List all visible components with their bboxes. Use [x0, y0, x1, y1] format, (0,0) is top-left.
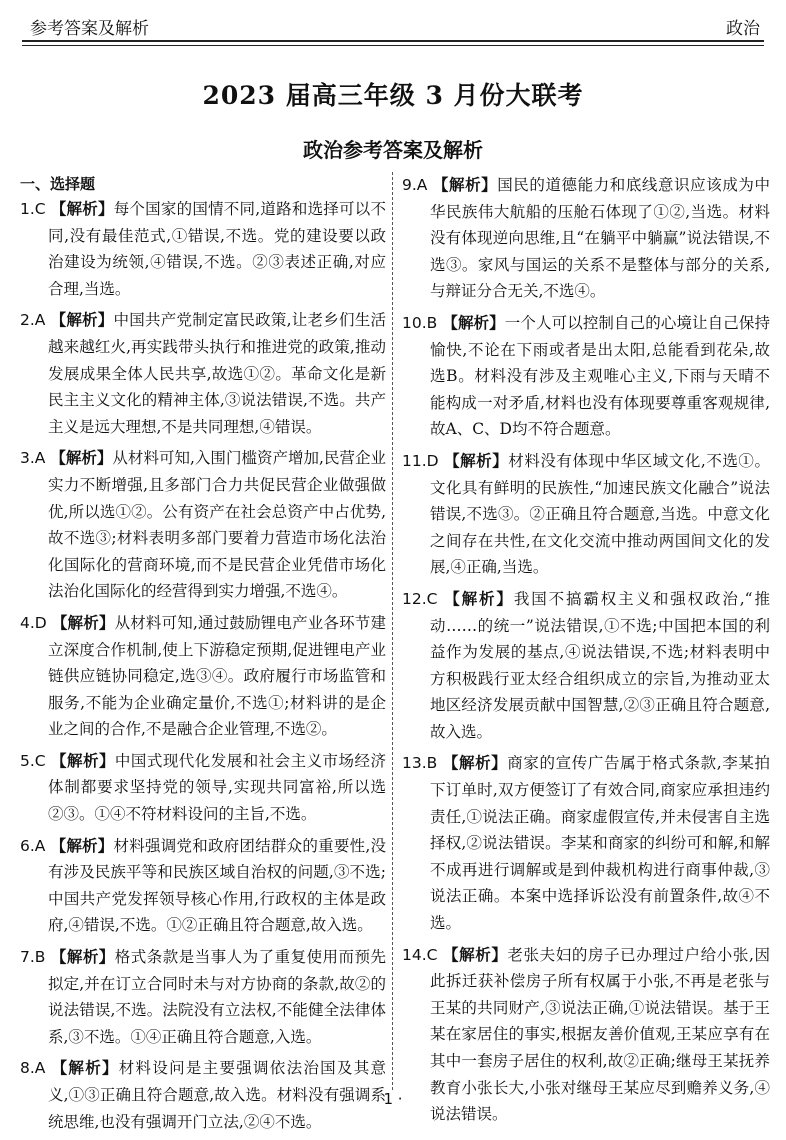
answer-explanation: 老张夫妇的房子已办理过户给小张,因此拆迁获补偿房子所有权属于小张,不再是老张与王某的共同财产,③说法正确,①说法错误。基于王某在家居住的事实,根据友善价值观,王某应享有在其中一套房子居住的权利,故②正确;继母王某抚养教育小张长大,小张对继母王某应尽到赡养义务,④说法错误。 [430, 945, 770, 1124]
analysis-tag: 【解析】 [51, 1059, 119, 1078]
answer-item [402, 586, 770, 746]
answer-item [20, 748, 386, 828]
answer-explanation: 格式条款是当事人为了重复使用而预先拟定,并在订立合同时未与对方协商的条款,故②的说法错误,不选。法院没有立法权,不能健全法律体系,③不选。①④正确且符合题意,入选。 [48, 948, 386, 1046]
page-header [22, 10, 764, 42]
answer-number: 4.D [20, 613, 47, 632]
answer-item [20, 196, 386, 302]
exam-title: 2023 届高三年级 3 月份大联考 [202, 81, 584, 110]
answer-item [402, 750, 770, 936]
answer-explanation: 材料设问是主要强调依法治国及其意义,①③正确且符合题意,故入选。材料没有强调系统思维,也没有强调开门立法,②④不选。 [48, 1059, 386, 1131]
analysis-tag: 【解析】 [442, 754, 508, 773]
answer-explanation: 商家的宣传广告属于格式条款,李某拍下订单时,双方便签订了有效合同,商家应承担违约责任,①说法正确。商家虚假宣传,并未侵害自主选择权,②说法错误。李某和商家的纠纷可和解,和解不成再进行调解或是到仲裁机构进行商事仲裁,③说法正确。本案中选择诉讼没有前置条件,故④不选。 [430, 754, 770, 933]
answer-number: 13.B [402, 754, 438, 773]
header-doc-label: 参考答案及解析 [30, 19, 149, 39]
answer-number: 9.A [402, 176, 428, 194]
answer-explanation: 中国共产党制定富民政策,让老乡们生活越来越红火,再实践带头执行和推进党的政策,推动发展成果全体人民共享,故选①②。革命文化是新民主主义文化的精神主体,③说法错误,不选。共产主义是远大理想,不是共同理想,④错误。 [48, 311, 386, 436]
analysis-tag: 【解析】 [443, 945, 508, 964]
analysis-tag: 【解析】 [50, 449, 113, 468]
left-answer-list [20, 196, 386, 1135]
answer-explanation: 材料没有体现中华区域文化,不选①。文化具有鲜明的民族性,“加速民族文化融合”说法错误,不选③。②正确且符合题意,当选。中意文化之间存在共性,在文化交流中推动两国间文化的发展,④正确,当选。 [430, 451, 770, 577]
analysis-tag: 【解析】 [50, 836, 114, 855]
analysis-tag: 【解析】 [444, 451, 509, 470]
answer-item [20, 833, 386, 939]
header-subject: 政治 [726, 19, 760, 39]
answer-number: 11.D [402, 451, 439, 470]
analysis-tag: 【解析】 [50, 200, 114, 218]
analysis-tag: 【解析】 [51, 751, 115, 770]
answer-item [20, 610, 386, 743]
answer-item [402, 310, 770, 443]
answer-explanation: 每个国家的国情不同,道路和选择可以不同,没有最佳范式,①错误,不选。党的建设要以政治建设为统领,④错误,不选。②③表述正确,对应合理,当选。 [48, 200, 386, 298]
analysis-tag: 【解析】 [51, 613, 115, 632]
answer-number: 14.C [402, 945, 438, 964]
analysis-tag: 【解析】 [432, 176, 498, 194]
analysis-tag: 【解析】 [50, 311, 114, 330]
answer-number: 3.A [20, 449, 46, 468]
answer-number: 8.A [20, 1059, 46, 1078]
answer-explanation: 从材料可知,入围门槛资产增加,民营企业实力不断增强,且多部门合力共促民营企业做强做优,所以选①②。公有资产在社会总资产中占优势,故不选③;材料表明多部门要着力营造市场化法治化国际化的营商环境,而不是民营企业凭借市场化法治化国际化的经营得到实力增强,不选④。 [48, 449, 386, 601]
left-column [20, 172, 386, 1140]
answer-number: 7.B [20, 948, 46, 967]
section-title: 一、选择题 [20, 175, 96, 193]
answer-item [402, 448, 770, 581]
answer-item [402, 172, 770, 305]
answer-item [20, 445, 386, 605]
answer-explanation: 我国不搞霸权主义和强权政治,“推动……的统一”说法错误,①不选;中国把本国的利益作为发展的基点,④说法错误,不选;材料表明中方积极践行亚太经合组织成立的宗旨,为推动亚太地区经济发展贡献中国智慧,②③正确且符合题意,故入选。 [430, 589, 770, 741]
answer-number: 5.C [20, 751, 46, 770]
answer-item [20, 944, 386, 1050]
analysis-tag: 【解析】 [442, 313, 505, 332]
answer-explanation: 从材料可知,通过鼓励锂电产业各环节建立深度合作机制,使上下游稳定预期,促进锂电产业链供应链协同稳定,选③④。政府履行市场监管和服务,不能为企业确定量价,不选①;材料讲的是企业之间的合作,不是融合企业管理,不选②。 [48, 613, 386, 739]
analysis-tag: 【解析】 [444, 589, 514, 608]
right-column [402, 172, 770, 1133]
analysis-tag: 【解析】 [50, 948, 115, 967]
answer-number: 1.C [20, 200, 46, 218]
answer-explanation: 一个人可以控制自己的心境让自己保持愉快,不论在下雨或者是出太阳,总能看到花朵,故选B。材料没有涉及主观唯心主义,下雨与天晴不能构成一对矛盾,材料也没有体现要尊重客观规律,故A、C、D均不符合题意。 [430, 313, 770, 439]
right-answer-list [402, 172, 770, 1128]
answer-number: 12.C [402, 589, 438, 608]
answer-title: 政治参考答案及解析 [303, 138, 483, 162]
answer-explanation: 国民的道德能力和底线意识应该成为中华民族伟大航船的压舱石体现了①②,当选。材料没有体现逆向思维,且“在躺平中躺赢”说法错误,不选③。家风与国运的关系不是整体与部分的关系,与辩证分合无关,不选④。 [430, 176, 770, 301]
page-number: 1 · [383, 1090, 403, 1108]
answer-number: 6.A [20, 836, 46, 855]
answer-explanation: 中国式现代化发展和社会主义市场经济体制都要求坚持党的领导,实现共同富裕,所以选②③。①④不符材料设问的主旨,不选。 [48, 751, 386, 824]
answer-explanation: 材料强调党和政府团结群众的重要性,没有涉及民族平等和民族区域自治权的问题,③不选;中国共产党发挥领导核心作用,行政权的主体是政府,④错误,不选。①②正确且符合题意,故入选。 [48, 836, 386, 935]
answer-item [20, 307, 386, 440]
answer-number: 10.B [402, 313, 438, 332]
answer-number: 2.A [20, 311, 46, 330]
column-divider [392, 172, 393, 1090]
